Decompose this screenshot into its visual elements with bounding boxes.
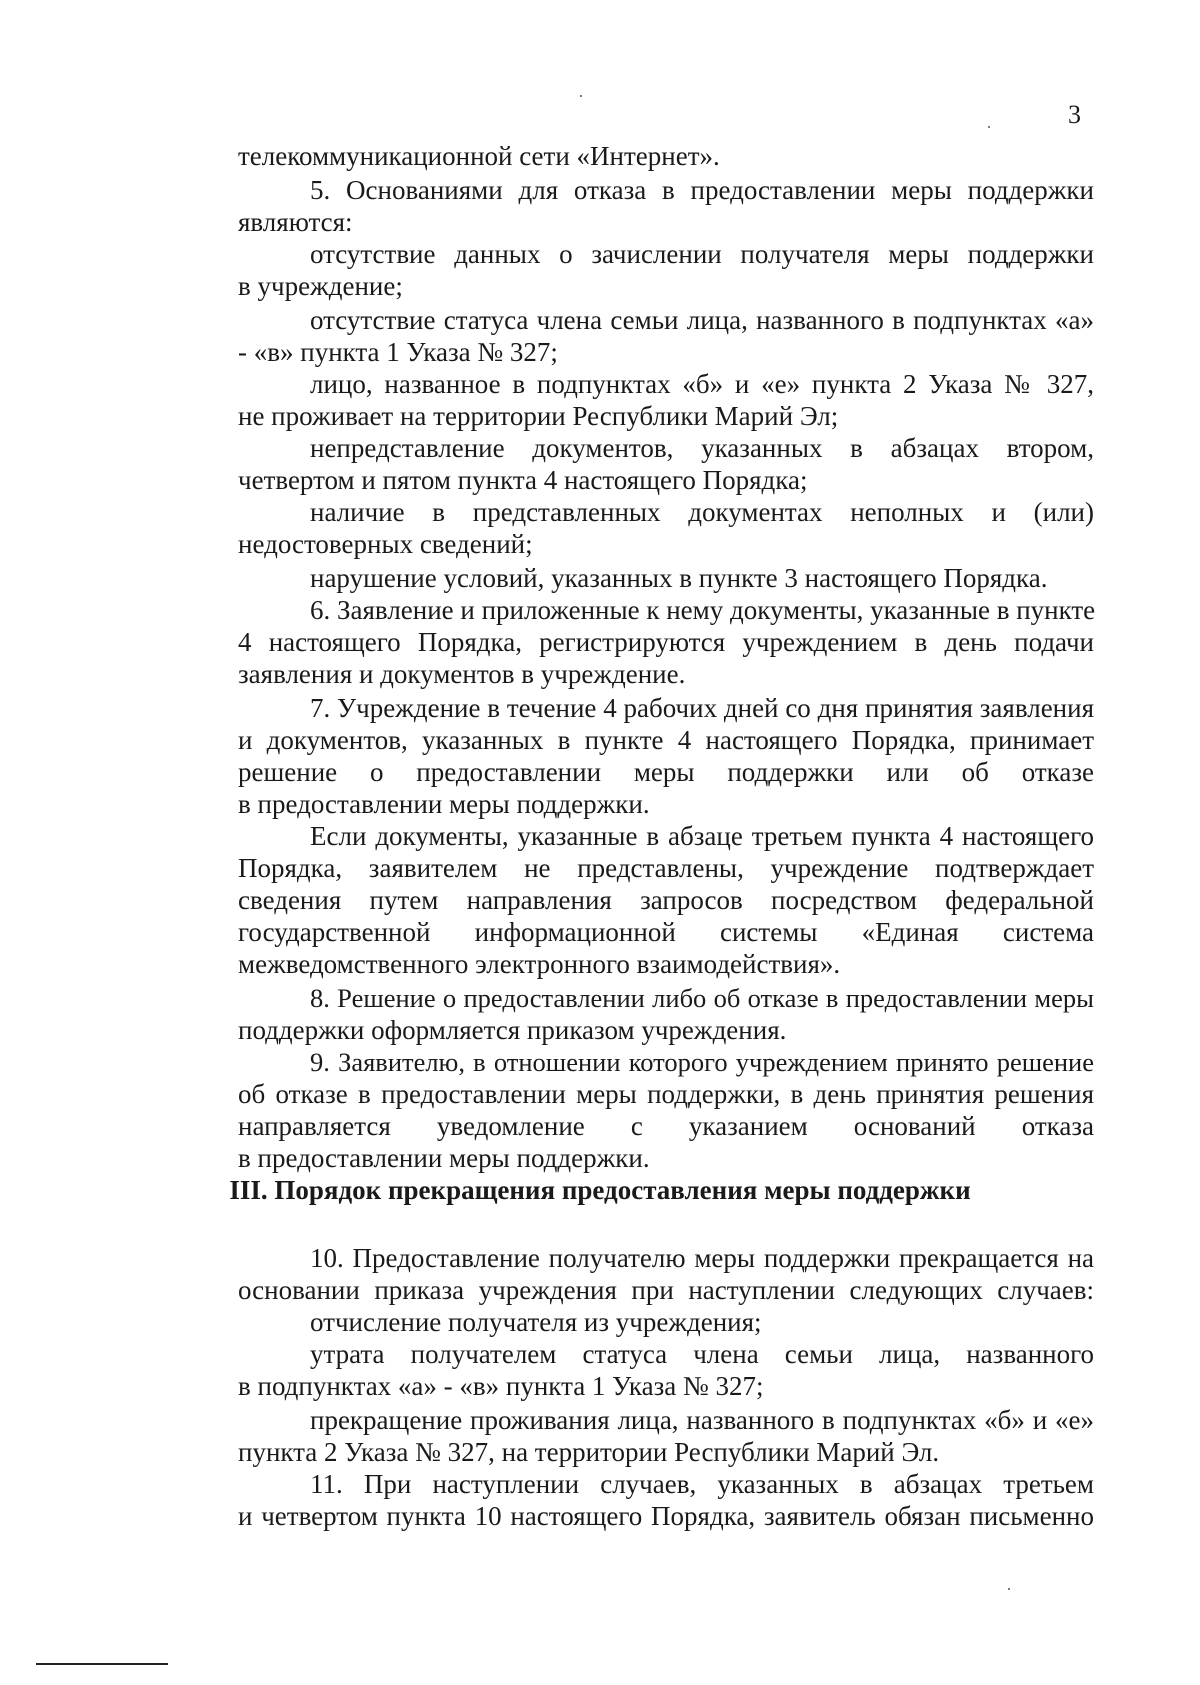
text-line: 7. Учреждение в течение 4 рабочих дней со дня принятия заявления bbox=[310, 693, 1094, 723]
text-line: являются: bbox=[238, 207, 353, 237]
text-line: 11. При наступлении случаев, указанных в абзацах третьем bbox=[310, 1469, 1094, 1499]
scan-speck bbox=[1008, 1588, 1010, 1590]
text-line: Порядка, заявителем не представлены, учреждение подтверждает bbox=[238, 853, 1094, 883]
text-line: пункта 2 Указа № 327, на территории Республики Марий Эл. bbox=[238, 1437, 940, 1467]
text-line: лицо, названное в подпунктах «б» и «е» пункта 2 Указа № 327, bbox=[310, 369, 1094, 399]
text-line: недостоверных сведений; bbox=[238, 529, 533, 559]
text-line: отсутствие статуса члена семьи лица, названного в подпунктах «а» bbox=[310, 305, 1094, 335]
text-line: поддержки оформляется приказом учреждения. bbox=[238, 1015, 787, 1045]
text-line: 6. Заявление и приложенные к нему документы, указанные в пункте bbox=[310, 595, 1096, 625]
text-line: прекращение проживания лица, названного в подпунктах «б» и «е» bbox=[310, 1405, 1094, 1435]
text-line: и четвертом пункта 10 настоящего Порядка, заявитель обязан письменно bbox=[238, 1501, 1094, 1531]
bottom-rule bbox=[36, 1663, 168, 1665]
text-line: 8. Решение о предоставлении либо об отказе в предоставлении меры bbox=[310, 983, 1094, 1013]
text-line: не проживает на территории Республики Марий Эл; bbox=[238, 401, 839, 431]
text-line: в учреждение; bbox=[238, 271, 403, 301]
text-line: 10. Предоставление получателю меры поддержки прекращается на bbox=[310, 1243, 1094, 1273]
text-line: в предоставлении меры поддержки. bbox=[238, 789, 650, 819]
text-line: непредставление документов, указанных в абзацах втором, bbox=[310, 433, 1094, 463]
text-line: государственной информационной системы «Единая система bbox=[238, 917, 1094, 947]
text-line: основании приказа учреждения при наступлении следующих случаев: bbox=[238, 1275, 1094, 1305]
scan-speck bbox=[580, 95, 582, 97]
text-line: 5. Основаниями для отказа в предоставлении меры поддержки bbox=[310, 175, 1094, 205]
text-line: в предоставлении меры поддержки. bbox=[238, 1143, 650, 1173]
text-line: 4 настоящего Порядка, регистрируются учреждением в день подачи bbox=[238, 627, 1094, 657]
scan-speck bbox=[988, 126, 990, 128]
text-line: нарушение условий, указанных в пункте 3 настоящего Порядка. bbox=[310, 563, 1048, 593]
text-line: - «в» пункта 1 Указа № 327; bbox=[238, 337, 558, 367]
text-line: отсутствие данных о зачислении получателя меры поддержки bbox=[310, 239, 1094, 269]
text-line: наличие в представленных документах неполных и (или) bbox=[310, 497, 1094, 527]
text-line: 9. Заявителю, в отношении которого учреждением принято решение bbox=[310, 1047, 1094, 1077]
text-line: четвертом и пятом пункта 4 настоящего Порядка; bbox=[238, 465, 808, 495]
text-line: Если документы, указанные в абзаце третьем пункта 4 настоящего bbox=[310, 821, 1094, 851]
text-line: телекоммуникационной сети «Интернет». bbox=[238, 141, 720, 171]
text-line: межведомственного электронного взаимодействия». bbox=[238, 949, 841, 979]
text-line: в подпунктах «а» - «в» пункта 1 Указа № 327; bbox=[238, 1371, 764, 1401]
text-line: об отказе в предоставлении меры поддержки, в день принятия решения bbox=[238, 1079, 1094, 1109]
section-heading: III. Порядок прекращения предоставления меры поддержки bbox=[229, 1175, 971, 1205]
text-line: отчисление получателя из учреждения; bbox=[310, 1307, 762, 1337]
text-line: решение о предоставлении меры поддержки или об отказе bbox=[238, 757, 1094, 787]
text-line: и документов, указанных в пункте 4 настоящего Порядка, принимает bbox=[238, 725, 1094, 755]
page-number: 3 bbox=[1068, 100, 1081, 129]
text-line: сведения путем направления запросов посредством федеральной bbox=[238, 885, 1094, 915]
text-line: заявления и документов в учреждение. bbox=[238, 659, 686, 689]
text-line: направляется уведомление с указанием оснований отказа bbox=[238, 1111, 1094, 1141]
text-line: утрата получателем статуса члена семьи лица, названного bbox=[310, 1339, 1094, 1369]
